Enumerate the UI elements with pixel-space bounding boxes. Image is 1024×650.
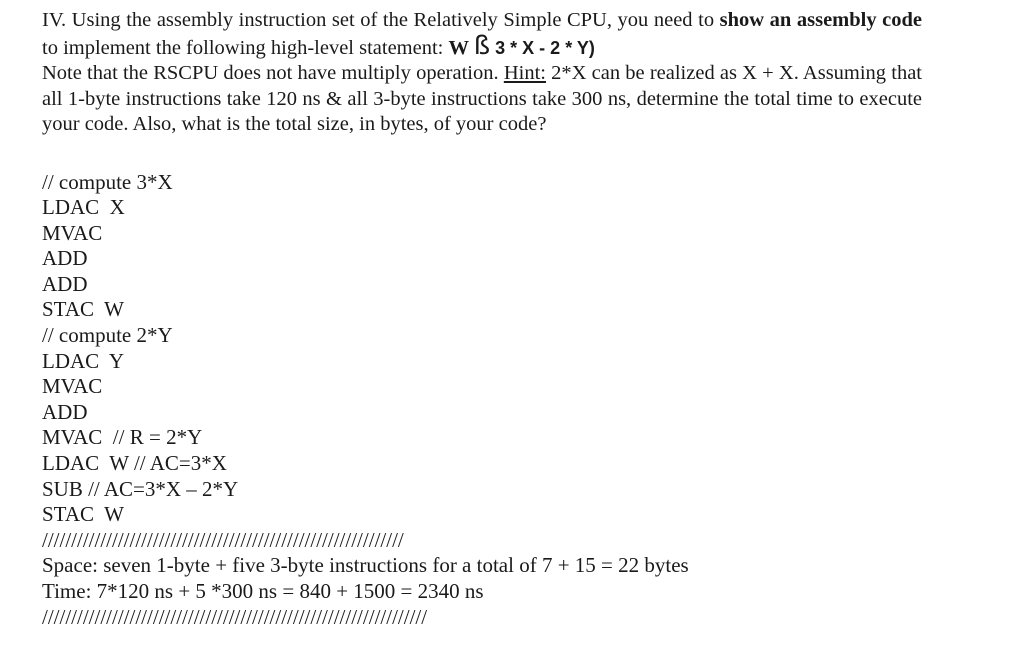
code-line: // compute 3*X (42, 169, 173, 194)
note-rest: 2*X can be realized as X + X. Assuming that all 1-byte instructions take 120 ns & all 3-byte instructions take 300 ns, determine the total time to execute your code. Also, what is the total size, in bytes, of your code? (42, 62, 922, 135)
space-summary: Space: seven 1-byte + five 3-byte instructions for a total of 7 + 15 = 22 bytes (42, 553, 689, 578)
note-lead: Note that the RSCPU does not have multiply operation. (42, 62, 504, 84)
time-summary: Time: 7*120 ns + 5 *300 ns = 840 + 1500 = 2340 ns (42, 579, 484, 603)
code-line: SUB // AC=3*X – 2*Y (42, 476, 239, 501)
document (42, 8, 922, 630)
code-line: STAC W (42, 502, 124, 527)
separator-line: ////////////////////////////////////////////////////////////////// (42, 604, 428, 629)
code-line: LDAC W // AC=3*X (42, 451, 227, 476)
question-mid: to implement the following high-level statement: (42, 36, 449, 59)
note-paragraph (42, 61, 922, 138)
question-paragraph (42, 8, 922, 61)
spacer (42, 138, 922, 170)
assembly-code-listing (42, 170, 922, 631)
statement-target: W (448, 36, 469, 59)
code-line: ADD (42, 271, 88, 296)
code-line: ADD (42, 246, 88, 271)
question-lead: IV. Using the assembly instruction set of the Relatively Simple CPU, you need to (42, 9, 720, 31)
code-line: MVAC (42, 374, 103, 399)
question-bold-show: show an (719, 9, 792, 31)
code-line: // compute 2*Y (42, 323, 173, 348)
code-line: LDAC Y (42, 348, 125, 373)
high-level-statement (448, 30, 595, 61)
code-line: LDAC X (42, 195, 125, 220)
hint-label: Hint: (503, 62, 546, 84)
separator-line: ////////////////////////////////////////////////////////////// (42, 527, 404, 552)
question-bold-code: assembly code (796, 9, 923, 31)
code-line: ADD (42, 399, 88, 424)
assignment-arrow-glyph: ß (473, 30, 491, 61)
code-line: MVAC (42, 220, 103, 245)
code-line: STAC W (42, 297, 124, 322)
statement-expression: 3 * X - 2 * Y) (490, 37, 595, 58)
code-line: MVAC // R = 2*Y (42, 425, 203, 450)
